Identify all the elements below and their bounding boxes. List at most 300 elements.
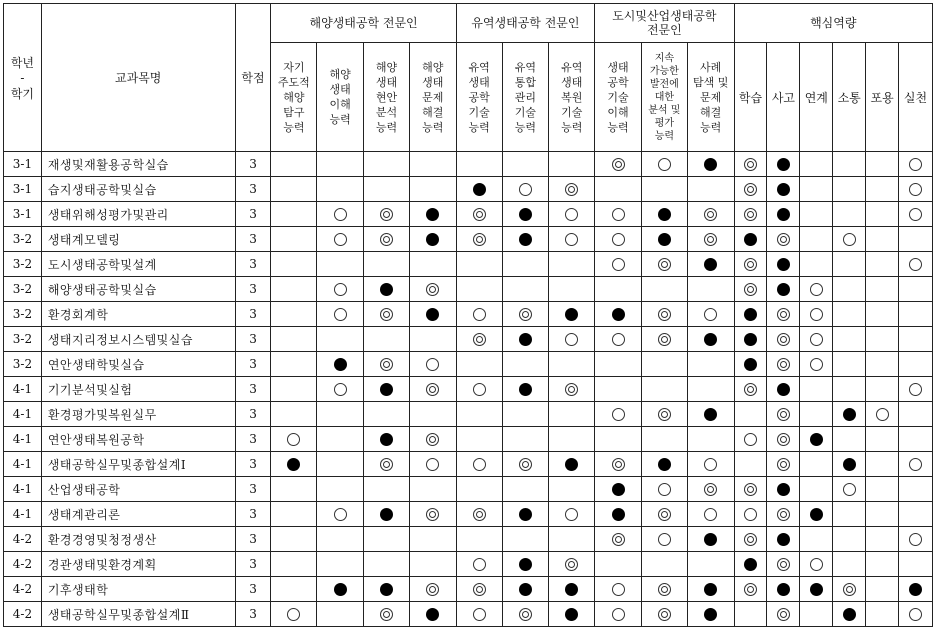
competency-cell bbox=[317, 277, 364, 302]
empty-circle-icon bbox=[909, 608, 922, 621]
table-row bbox=[4, 502, 933, 527]
competency-cell bbox=[409, 577, 456, 602]
subheader-12: 연계 bbox=[800, 43, 833, 152]
double-circle-icon bbox=[777, 333, 790, 346]
empty-circle-icon bbox=[658, 483, 671, 496]
empty-circle-icon bbox=[612, 583, 625, 596]
competency-cell bbox=[595, 427, 642, 452]
competency-cell bbox=[549, 352, 595, 377]
filled-circle-icon bbox=[843, 608, 856, 621]
filled-circle-icon bbox=[426, 608, 439, 621]
subheader-4: 유역 생태 공학 기술 능력 bbox=[456, 43, 502, 152]
credit-cell: 3 bbox=[235, 602, 271, 627]
competency-cell bbox=[767, 152, 800, 177]
competency-cell bbox=[800, 577, 833, 602]
filled-circle-icon bbox=[380, 508, 393, 521]
empty-circle-icon bbox=[426, 358, 439, 371]
competency-cell bbox=[595, 377, 642, 402]
credit-cell: 3 bbox=[235, 552, 271, 577]
empty-circle-icon bbox=[704, 508, 717, 521]
competency-cell bbox=[317, 152, 364, 177]
competency-cell bbox=[364, 502, 410, 527]
competency-cell bbox=[800, 152, 833, 177]
competency-cell bbox=[899, 227, 933, 252]
double-circle-icon bbox=[380, 233, 393, 246]
filled-circle-icon bbox=[519, 558, 532, 571]
double-circle-icon bbox=[777, 408, 790, 421]
competency-cell bbox=[409, 527, 456, 552]
empty-circle-icon bbox=[909, 533, 922, 546]
competency-cell bbox=[800, 302, 833, 327]
course-name-cell: 연안생태복원공학 bbox=[41, 427, 235, 452]
competency-cell bbox=[502, 477, 549, 502]
filled-circle-icon bbox=[744, 558, 757, 571]
competency-cell bbox=[595, 177, 642, 202]
double-circle-icon bbox=[380, 608, 393, 621]
double-circle-icon bbox=[426, 383, 439, 396]
double-circle-icon bbox=[658, 333, 671, 346]
competency-cell bbox=[595, 602, 642, 627]
competency-cell bbox=[456, 452, 502, 477]
competency-cell bbox=[595, 552, 642, 577]
double-circle-icon bbox=[777, 458, 790, 471]
competency-cell bbox=[767, 527, 800, 552]
competency-cell bbox=[800, 527, 833, 552]
competency-cell bbox=[734, 152, 767, 177]
competency-cell bbox=[271, 452, 317, 477]
double-circle-icon bbox=[744, 208, 757, 221]
double-circle-icon bbox=[777, 358, 790, 371]
competency-cell bbox=[549, 202, 595, 227]
competency-cell bbox=[734, 452, 767, 477]
credit-cell: 3 bbox=[235, 402, 271, 427]
competency-cell bbox=[899, 152, 933, 177]
competency-cell bbox=[595, 452, 642, 477]
empty-circle-icon bbox=[612, 258, 625, 271]
empty-circle-icon bbox=[843, 233, 856, 246]
competency-cell bbox=[364, 477, 410, 502]
double-circle-icon bbox=[565, 558, 578, 571]
competency-cell bbox=[595, 202, 642, 227]
competency-cell bbox=[767, 202, 800, 227]
year-cell: 3-2 bbox=[4, 352, 42, 377]
competency-cell bbox=[866, 227, 899, 252]
competency-cell bbox=[833, 327, 866, 352]
competency-cell bbox=[734, 377, 767, 402]
competency-cell bbox=[833, 277, 866, 302]
competency-cell bbox=[595, 502, 642, 527]
empty-circle-icon bbox=[473, 608, 486, 621]
empty-circle-icon bbox=[612, 408, 625, 421]
competency-cell bbox=[687, 177, 734, 202]
competency-cell bbox=[641, 277, 687, 302]
double-circle-icon bbox=[744, 533, 757, 546]
header-group-urban-industrial: 도시및산업생태공학 전문인 bbox=[595, 4, 734, 43]
empty-circle-icon bbox=[287, 608, 300, 621]
filled-circle-icon bbox=[287, 458, 300, 471]
competency-cell bbox=[641, 177, 687, 202]
double-circle-icon bbox=[777, 558, 790, 571]
subheader-14: 포용 bbox=[866, 43, 899, 152]
table-row bbox=[4, 377, 933, 402]
header-year-semester: 학년 - 학기 bbox=[4, 4, 42, 152]
filled-circle-icon bbox=[519, 383, 532, 396]
table-row bbox=[4, 227, 933, 252]
competency-cell bbox=[687, 152, 734, 177]
filled-circle-icon bbox=[519, 208, 532, 221]
competency-cell bbox=[641, 377, 687, 402]
year-cell: 4-1 bbox=[4, 402, 42, 427]
credit-cell: 3 bbox=[235, 202, 271, 227]
filled-circle-icon bbox=[810, 583, 823, 596]
curriculum-competency-table bbox=[3, 3, 933, 627]
competency-cell bbox=[767, 477, 800, 502]
table-row bbox=[4, 552, 933, 577]
competency-cell bbox=[641, 402, 687, 427]
competency-cell bbox=[767, 352, 800, 377]
filled-circle-icon bbox=[658, 233, 671, 246]
competency-cell bbox=[734, 227, 767, 252]
double-circle-icon bbox=[519, 308, 532, 321]
competency-cell bbox=[833, 227, 866, 252]
empty-circle-icon bbox=[612, 233, 625, 246]
competency-cell bbox=[800, 477, 833, 502]
filled-circle-icon bbox=[704, 583, 717, 596]
filled-circle-icon bbox=[777, 283, 790, 296]
table-row bbox=[4, 402, 933, 427]
competency-cell bbox=[549, 577, 595, 602]
table-row bbox=[4, 352, 933, 377]
empty-circle-icon bbox=[909, 208, 922, 221]
competency-cell bbox=[800, 602, 833, 627]
double-circle-icon bbox=[658, 258, 671, 271]
competency-cell bbox=[502, 577, 549, 602]
competency-cell bbox=[364, 302, 410, 327]
filled-circle-icon bbox=[334, 358, 347, 371]
competency-cell bbox=[364, 277, 410, 302]
competency-cell bbox=[687, 227, 734, 252]
filled-circle-icon bbox=[612, 483, 625, 496]
competency-cell bbox=[800, 552, 833, 577]
filled-circle-icon bbox=[909, 583, 922, 596]
empty-circle-icon bbox=[810, 558, 823, 571]
year-cell: 4-1 bbox=[4, 377, 42, 402]
competency-cell bbox=[833, 602, 866, 627]
subheader-15: 실천 bbox=[899, 43, 933, 152]
double-circle-icon bbox=[658, 608, 671, 621]
competency-cell bbox=[687, 552, 734, 577]
filled-circle-icon bbox=[612, 508, 625, 521]
competency-cell bbox=[364, 452, 410, 477]
competency-cell bbox=[833, 352, 866, 377]
competency-cell bbox=[409, 252, 456, 277]
competency-cell bbox=[549, 427, 595, 452]
competency-cell bbox=[409, 477, 456, 502]
competency-cell bbox=[271, 577, 317, 602]
course-name-cell: 기후생태학 bbox=[41, 577, 235, 602]
table-row bbox=[4, 527, 933, 552]
competency-cell bbox=[734, 202, 767, 227]
empty-circle-icon bbox=[810, 308, 823, 321]
competency-cell bbox=[317, 577, 364, 602]
empty-circle-icon bbox=[744, 433, 757, 446]
competency-cell bbox=[641, 477, 687, 502]
competency-cell bbox=[866, 252, 899, 277]
course-name-cell: 연안생태학및실습 bbox=[41, 352, 235, 377]
competency-cell bbox=[409, 177, 456, 202]
competency-cell bbox=[641, 202, 687, 227]
competency-cell bbox=[317, 252, 364, 277]
competency-cell bbox=[866, 452, 899, 477]
competency-cell bbox=[800, 177, 833, 202]
competency-cell bbox=[271, 502, 317, 527]
competency-cell bbox=[800, 452, 833, 477]
competency-cell bbox=[899, 452, 933, 477]
course-name-cell: 산업생태공학 bbox=[41, 477, 235, 502]
competency-cell bbox=[641, 302, 687, 327]
course-name-cell: 생태위해성평가및관리 bbox=[41, 202, 235, 227]
competency-cell bbox=[734, 352, 767, 377]
competency-cell bbox=[641, 352, 687, 377]
competency-cell bbox=[899, 527, 933, 552]
competency-cell bbox=[800, 402, 833, 427]
competency-cell bbox=[549, 477, 595, 502]
filled-circle-icon bbox=[565, 308, 578, 321]
competency-cell bbox=[364, 352, 410, 377]
competency-cell bbox=[502, 227, 549, 252]
competency-cell bbox=[502, 452, 549, 477]
competency-cell bbox=[456, 327, 502, 352]
competency-cell bbox=[271, 327, 317, 352]
credit-cell: 3 bbox=[235, 227, 271, 252]
filled-circle-icon bbox=[777, 183, 790, 196]
credit-cell: 3 bbox=[235, 327, 271, 352]
competency-cell bbox=[409, 602, 456, 627]
competency-cell bbox=[687, 327, 734, 352]
table-row bbox=[4, 477, 933, 502]
competency-cell bbox=[549, 152, 595, 177]
year-cell: 4-1 bbox=[4, 427, 42, 452]
empty-circle-icon bbox=[909, 383, 922, 396]
competency-cell bbox=[899, 577, 933, 602]
competency-cell bbox=[502, 427, 549, 452]
double-circle-icon bbox=[473, 233, 486, 246]
competency-cell bbox=[502, 152, 549, 177]
competency-cell bbox=[687, 477, 734, 502]
competency-cell bbox=[866, 602, 899, 627]
competency-cell bbox=[456, 252, 502, 277]
competency-cell bbox=[364, 152, 410, 177]
competency-cell bbox=[899, 277, 933, 302]
course-name-cell: 재생및재활용공학실습 bbox=[41, 152, 235, 177]
empty-circle-icon bbox=[612, 608, 625, 621]
table-row bbox=[4, 427, 933, 452]
year-cell: 3-2 bbox=[4, 327, 42, 352]
competency-cell bbox=[800, 202, 833, 227]
competency-cell bbox=[364, 402, 410, 427]
credit-cell: 3 bbox=[235, 302, 271, 327]
course-name-cell: 생태계모델링 bbox=[41, 227, 235, 252]
competency-cell bbox=[641, 502, 687, 527]
competency-cell bbox=[767, 252, 800, 277]
credit-cell: 3 bbox=[235, 377, 271, 402]
filled-circle-icon bbox=[658, 208, 671, 221]
year-cell: 4-2 bbox=[4, 577, 42, 602]
competency-cell bbox=[271, 477, 317, 502]
double-circle-icon bbox=[777, 433, 790, 446]
competency-cell bbox=[549, 177, 595, 202]
table-row bbox=[4, 577, 933, 602]
competency-cell bbox=[899, 327, 933, 352]
competency-cell bbox=[734, 402, 767, 427]
filled-circle-icon bbox=[810, 433, 823, 446]
competency-cell bbox=[409, 152, 456, 177]
course-name-cell: 경관생태및환경계획 bbox=[41, 552, 235, 577]
competency-cell bbox=[595, 577, 642, 602]
competency-cell bbox=[641, 527, 687, 552]
competency-cell bbox=[364, 577, 410, 602]
header-credits: 학점 bbox=[235, 4, 271, 152]
competency-cell bbox=[456, 202, 502, 227]
competency-cell bbox=[866, 402, 899, 427]
competency-cell bbox=[734, 577, 767, 602]
competency-cell bbox=[767, 302, 800, 327]
competency-cell bbox=[456, 527, 502, 552]
competency-cell bbox=[271, 152, 317, 177]
competency-cell bbox=[549, 227, 595, 252]
competency-cell bbox=[456, 377, 502, 402]
filled-circle-icon bbox=[380, 283, 393, 296]
competency-cell bbox=[595, 277, 642, 302]
table-row bbox=[4, 327, 933, 352]
competency-cell bbox=[595, 352, 642, 377]
competency-cell bbox=[271, 552, 317, 577]
subheader-13: 소통 bbox=[833, 43, 866, 152]
competency-cell bbox=[271, 352, 317, 377]
subheader-9: 사례 탐색 및 문제 해결 능력 bbox=[687, 43, 734, 152]
competency-cell bbox=[687, 502, 734, 527]
competency-cell bbox=[899, 552, 933, 577]
empty-circle-icon bbox=[565, 233, 578, 246]
competency-cell bbox=[317, 227, 364, 252]
empty-circle-icon bbox=[909, 183, 922, 196]
competency-cell bbox=[317, 177, 364, 202]
double-circle-icon bbox=[426, 583, 439, 596]
competency-cell bbox=[767, 452, 800, 477]
competency-cell bbox=[364, 602, 410, 627]
competency-cell bbox=[317, 502, 364, 527]
competency-cell bbox=[502, 252, 549, 277]
subheader-1: 해양 생태 이해 능력 bbox=[317, 43, 364, 152]
course-name-cell: 생태지리정보시스템및실습 bbox=[41, 327, 235, 352]
competency-cell bbox=[502, 527, 549, 552]
double-circle-icon bbox=[744, 383, 757, 396]
competency-cell bbox=[409, 352, 456, 377]
competency-cell bbox=[641, 427, 687, 452]
competency-cell bbox=[595, 227, 642, 252]
competency-cell bbox=[364, 527, 410, 552]
competency-cell bbox=[595, 302, 642, 327]
competency-cell bbox=[899, 477, 933, 502]
empty-circle-icon bbox=[909, 258, 922, 271]
competency-cell bbox=[899, 502, 933, 527]
competency-cell bbox=[549, 502, 595, 527]
year-cell: 4-2 bbox=[4, 602, 42, 627]
competency-cell bbox=[595, 252, 642, 277]
course-name-cell: 해양생태공학및실습 bbox=[41, 277, 235, 302]
double-circle-icon bbox=[658, 583, 671, 596]
filled-circle-icon bbox=[704, 158, 717, 171]
competency-cell bbox=[734, 427, 767, 452]
competency-cell bbox=[364, 202, 410, 227]
competency-cell bbox=[549, 377, 595, 402]
competency-cell bbox=[687, 427, 734, 452]
filled-circle-icon bbox=[612, 308, 625, 321]
year-cell: 3-2 bbox=[4, 227, 42, 252]
filled-circle-icon bbox=[426, 308, 439, 321]
credit-cell: 3 bbox=[235, 352, 271, 377]
double-circle-icon bbox=[658, 308, 671, 321]
header-group-watershed: 유역생태공학 전문인 bbox=[456, 4, 594, 43]
filled-circle-icon bbox=[777, 383, 790, 396]
filled-circle-icon bbox=[777, 583, 790, 596]
subheader-8: 지속 가능한 발전에 대한 분석 및 평가 능력 bbox=[641, 43, 687, 152]
competency-cell bbox=[364, 327, 410, 352]
subheader-5: 유역 통합 관리 기술 능력 bbox=[502, 43, 549, 152]
empty-circle-icon bbox=[334, 383, 347, 396]
competency-cell bbox=[899, 602, 933, 627]
competency-cell bbox=[409, 452, 456, 477]
double-circle-icon bbox=[612, 533, 625, 546]
filled-circle-icon bbox=[704, 258, 717, 271]
filled-circle-icon bbox=[777, 533, 790, 546]
double-circle-icon bbox=[704, 208, 717, 221]
competency-cell bbox=[899, 427, 933, 452]
competency-cell bbox=[800, 252, 833, 277]
filled-circle-icon bbox=[810, 508, 823, 521]
competency-cell bbox=[595, 152, 642, 177]
empty-circle-icon bbox=[744, 508, 757, 521]
credit-cell: 3 bbox=[235, 452, 271, 477]
competency-cell bbox=[271, 252, 317, 277]
competency-cell bbox=[456, 227, 502, 252]
table-row bbox=[4, 302, 933, 327]
filled-circle-icon bbox=[744, 358, 757, 371]
competency-cell bbox=[687, 402, 734, 427]
competency-cell bbox=[734, 252, 767, 277]
double-circle-icon bbox=[565, 183, 578, 196]
competency-cell bbox=[687, 352, 734, 377]
filled-circle-icon bbox=[704, 408, 717, 421]
double-circle-icon bbox=[426, 283, 439, 296]
competency-cell bbox=[866, 327, 899, 352]
filled-circle-icon bbox=[565, 583, 578, 596]
competency-cell bbox=[502, 502, 549, 527]
empty-circle-icon bbox=[612, 333, 625, 346]
filled-circle-icon bbox=[704, 608, 717, 621]
competency-cell bbox=[899, 302, 933, 327]
empty-circle-icon bbox=[519, 183, 532, 196]
competency-cell bbox=[456, 352, 502, 377]
empty-circle-icon bbox=[612, 208, 625, 221]
credit-cell: 3 bbox=[235, 477, 271, 502]
filled-circle-icon bbox=[426, 208, 439, 221]
double-circle-icon bbox=[744, 183, 757, 196]
competency-cell bbox=[641, 577, 687, 602]
empty-circle-icon bbox=[334, 283, 347, 296]
competency-cell bbox=[549, 402, 595, 427]
competency-cell bbox=[833, 152, 866, 177]
